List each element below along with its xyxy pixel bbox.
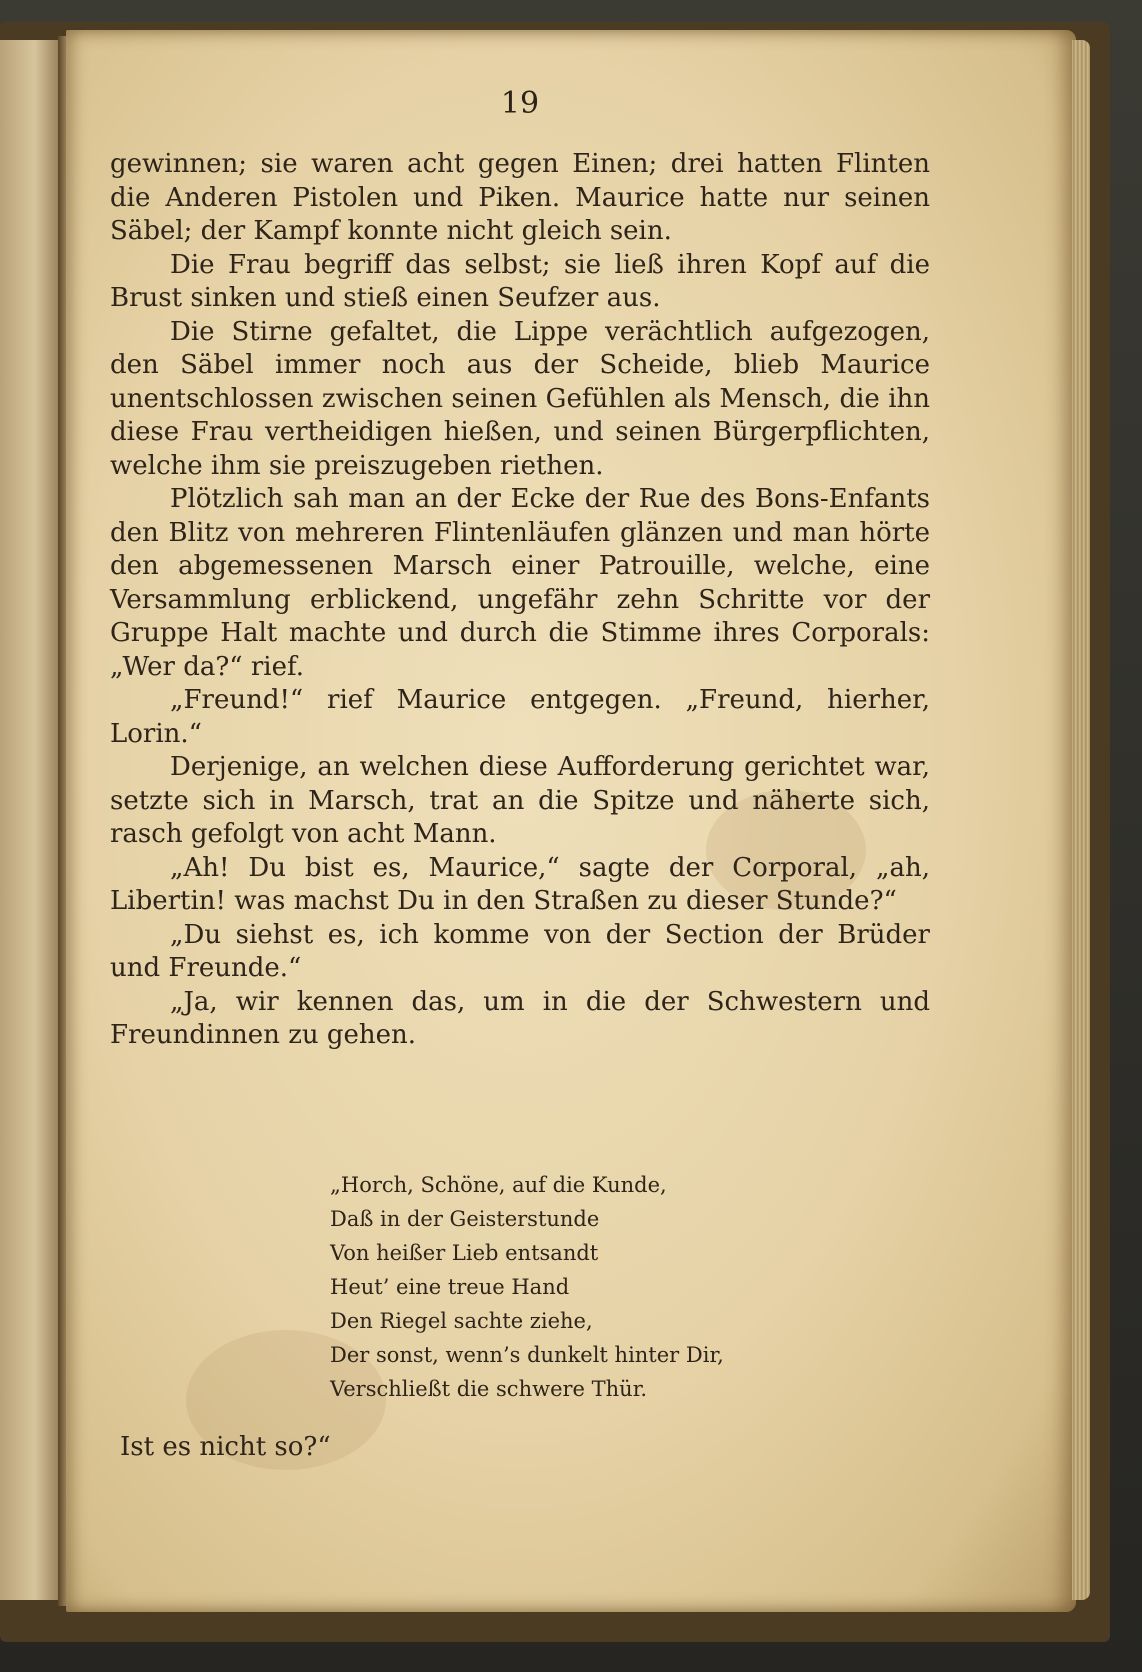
verse-line: Heut’ eine treue Hand [330,1275,570,1299]
body-text [110,148,930,1053]
paragraph: Derjenige, an welchen diese Aufforderung gerichtet war, setzte sich in Marsch, trat an die Spitze und näherte sich, rasch gefolgt von acht Mann. [110,752,930,849]
verse-line: Verschließt die schwere Thür. [330,1377,648,1401]
right-page-edge [1072,40,1090,1600]
paragraph: „Ja, wir kennen das, um in die der Schwestern und Freundinnen zu gehen. [110,986,930,1050]
paragraph: gewinnen; sie waren acht gegen Einen; drei hatten Flinten die Anderen Pistolen und Piken. Maurice hatte nur seinen Säbel; der Kampf konnte nicht gleich sein. [110,149,930,246]
verse-line: Daß in der Geisterstunde [330,1207,600,1231]
verse-line: Den Riegel sachte ziehe, [330,1309,593,1333]
paragraph: Die Frau begriff das selbst; sie ließ ihren Kopf auf die Brust sinken und stieß einen Seufzer aus. [110,249,930,313]
paragraph: Die Stirne gefaltet, die Lippe verächtlich aufgezogen, den Säbel immer noch aus der Scheide, blieb Maurice unentschlossen zwischen seinen Gefühlen als Mensch, die ihn diese Frau vertheidigen hießen, und seinen Bürgerpflichten, welche ihm sie preiszugeben riethen. [110,316,930,481]
closing-line: Ist es nicht so?“ [120,1432,331,1462]
verse-line: Von heißer Lieb entsandt [330,1241,599,1265]
page-number: 19 [500,86,540,121]
paragraph: „Ah! Du bist es, Maurice,“ sagte der Corporal, „ah, Libertin! was machst Du in den Straßen zu dieser Stunde?“ [110,852,930,916]
paragraph: Plötzlich sah man an der Ecke der Rue des Bons-Enfants den Blitz von mehreren Flintenläufen glänzen und man hörte den abgemessenen Marsch einer Patrouille, welche, eine Versammlung erblickend, ungefähr zehn Schritte vor der Gruppe Halt machte und durch die Stimme ihres Corporals: „Wer da?“ rief. [110,484,930,682]
paragraph: „Du siehst es, ich komme von der Section der Brüder und Freunde.“ [110,919,930,983]
left-page-edge [0,40,60,1600]
verse-line: „Horch, Schöne, auf die Kunde, [330,1173,667,1197]
verse-line: Der sonst, wenn’s dunkelt hinter Dir, [330,1343,724,1367]
verse-block [330,1168,890,1406]
paragraph: „Freund!“ rief Maurice entgegen. „Freund, hierher, Lorin.“ [110,685,930,749]
